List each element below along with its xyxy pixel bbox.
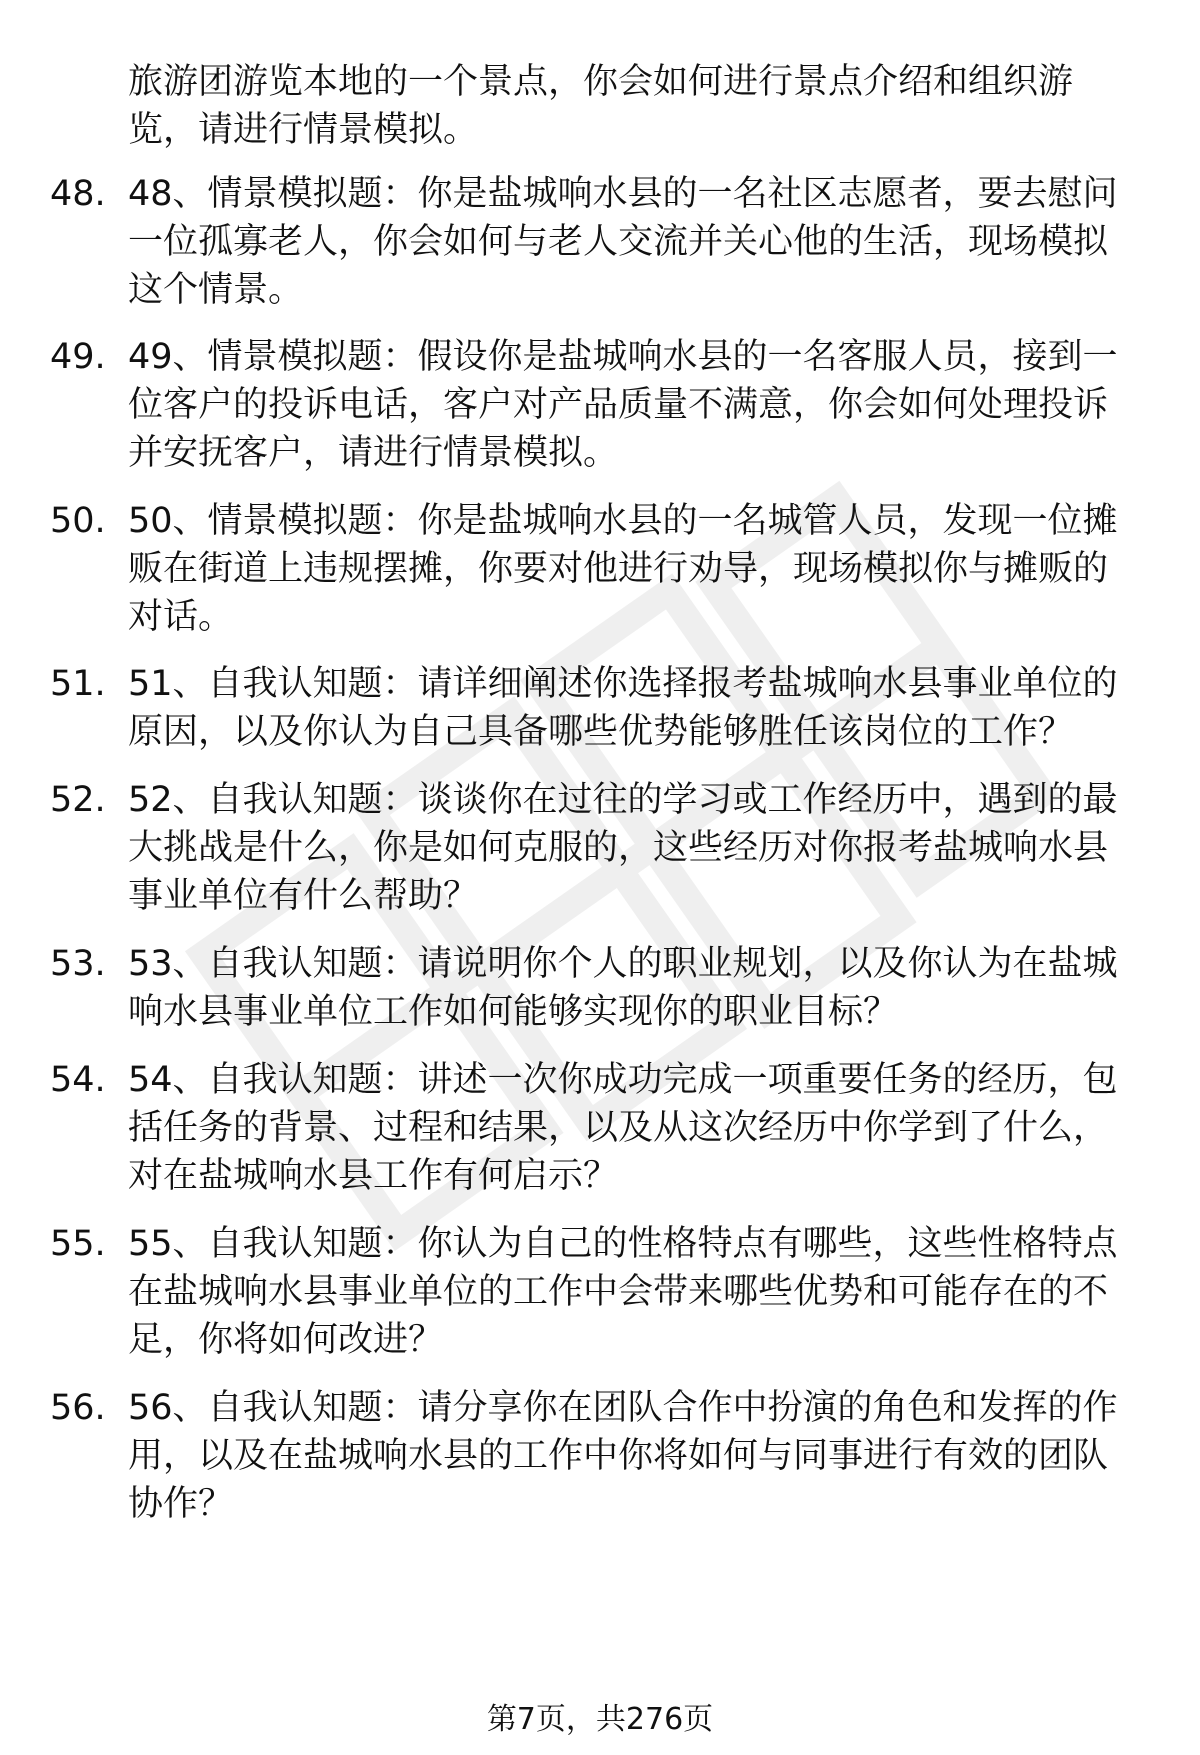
list-item-number: 52. (50, 780, 106, 820)
intro-paragraph: 旅游团游览本地的一个景点，你会如何进行景点介绍和组织游览，请进行情景模拟。 (128, 62, 1074, 150)
list-item (50, 1220, 1140, 1364)
list-item (50, 1056, 1140, 1200)
list-item (50, 1384, 1140, 1528)
list-item-text: 50、情景模拟题：你是盐城响水县的一名城管人员，发现一位摊贩在街道上违规摆摊，你要对他进行劝导，现场模拟你与摊贩的对话。 (128, 501, 1118, 637)
list-item-text: 51、自我认知题：请详细阐述你选择报考盐城响水县事业单位的原因，以及你认为自己具备哪些优势能够胜任该岗位的工作？ (128, 664, 1118, 752)
list-item-number: 53. (50, 944, 106, 984)
list-item-text: 52、自我认知题：谈谈你在过往的学习或工作经历中，遇到的最大挑战是什么，你是如何克服的，这些经历对你报考盐城响水县事业单位有什么帮助？ (128, 780, 1118, 916)
list-item-text: 54、自我认知题：讲述一次你成功完成一项重要任务的经历，包括任务的背景、过程和结果，以及从这次经历中你学到了什么，对在盐城响水县工作有何启示？ (128, 1060, 1118, 1196)
list-item (50, 497, 1140, 641)
list-item-text: 56、自我认知题：请分享你在团队合作中扮演的角色和发挥的作用，以及在盐城响水县的工作中你将如何与同事进行有效的团队协作？ (128, 1388, 1118, 1524)
list-item (50, 333, 1140, 477)
list-item-number: 50. (50, 501, 106, 541)
list-item-number: 49. (50, 337, 106, 377)
list-item (50, 776, 1140, 920)
list-item-number: 51. (50, 664, 106, 704)
list-item (50, 940, 1140, 1036)
list-item (50, 170, 1140, 314)
list-item-text: 53、自我认知题：请说明你个人的职业规划，以及你认为在盐城响水县事业单位工作如何能够实现你的职业目标？ (128, 944, 1118, 1032)
list-item-text: 49、情景模拟题：假设你是盐城响水县的一名客服人员，接到一位客户的投诉电话，客户对产品质量不满意，你会如何处理投诉并安抚客户，请进行情景模拟。 (128, 337, 1118, 473)
list-item (50, 660, 1140, 756)
list-item-text: 48、情景模拟题：你是盐城响水县的一名社区志愿者，要去慰问一位孤寡老人，你会如何与老人交流并关心他的生活，现场模拟这个情景。 (128, 174, 1118, 310)
list-item-number: 54. (50, 1060, 106, 1100)
list-item-number: 48. (50, 174, 106, 214)
list-item-number: 56. (50, 1388, 106, 1428)
list-item-number: 55. (50, 1224, 106, 1264)
page-footer: 第7页，共276页 (486, 1702, 714, 1737)
list-item-text: 55、自我认知题：你认为自己的性格特点有哪些，这些性格特点在盐城响水县事业单位的工作中会带来哪些优势和可能存在的不足，你将如何改进？ (128, 1224, 1118, 1360)
